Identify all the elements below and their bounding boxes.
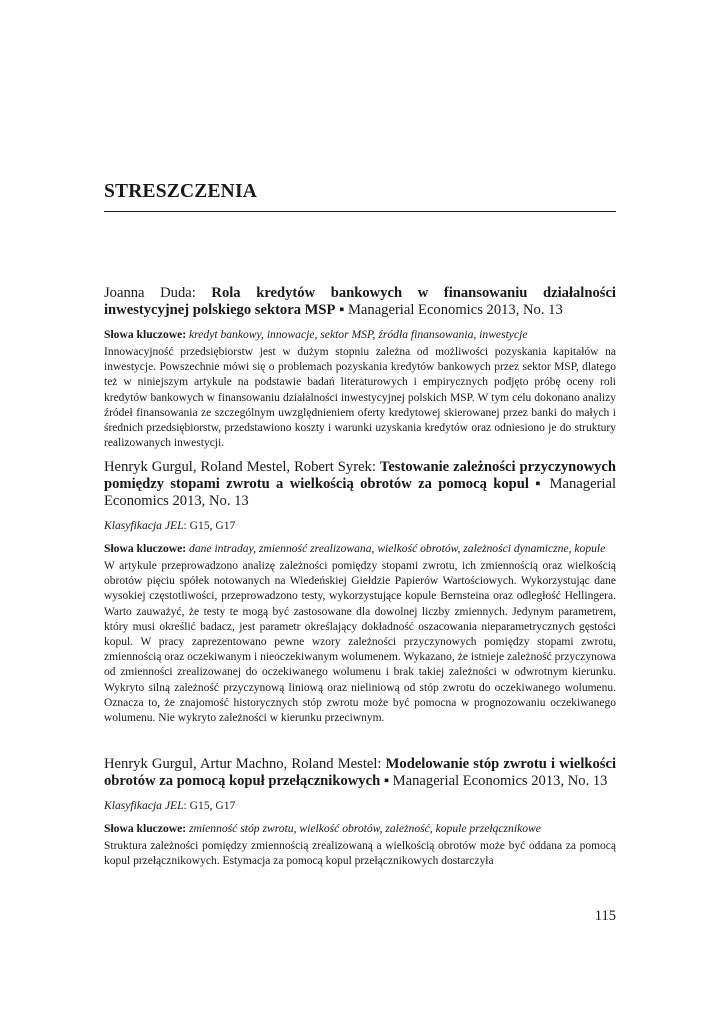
article-heading — [104, 459, 616, 510]
article-source: ▪ Managerial Economics 2013, No. 13 — [104, 476, 616, 509]
keywords-label: Słowa kluczowe: — [104, 542, 190, 555]
jel-codes: : G15, G17 — [183, 799, 236, 812]
article-title: Testowanie zależności przyczynowych pomiędzy stopami zwrotu a wielkością obrotów za pomocą kopul — [104, 459, 617, 492]
article-authors: Henryk Gurgul, Roland Mestel, Robert Syrek: — [104, 459, 380, 475]
keywords-label: Słowa kluczowe: — [104, 822, 190, 835]
article-title: Rola kredytów bankowych w finansowaniu działalności inwestycyjnej polskiego sektora MSP — [104, 285, 616, 318]
article-authors: Joanna Duda: — [104, 285, 212, 301]
jel-classification — [104, 519, 616, 533]
section-title: STRESZCZENIA — [104, 181, 258, 202]
article-abstract: Innowacyjność przedsiębiorstw jest w dużym stopniu zależna od możliwości pozyskania kapitałów na inwestycje. Powszechnie mówi się o problemach pozyskania kredytów bankowych przez sektor MSP, dlatego też w niniejszym artykule na podstawie badań literaturowych i empirycznych podjęto próbę oceny roli kredytów bankowych w finansowaniu działalności inwestycyjnej polskich MSP. W tym celu dokonano analizy źródeł finansowania ze szczególnym uwzględnieniem oferty kredytowej skierowanej przez banki do małych i średnich przedsiębiorstw, przedstawiono koszty i warunki uzyskania kredytów oraz odniesiono je do struktury realizowanych inwestycji. — [104, 346, 616, 450]
article-source: ▪ Managerial Economics 2013, No. 13 — [335, 302, 563, 318]
article-2 — [104, 459, 616, 726]
article-source: ▪ Managerial Economics 2013, No. 13 — [380, 773, 608, 789]
keywords-list: zmienność stóp zwrotu, wielkość obrotów, zależność, kopule przełącznikowe — [189, 822, 541, 835]
jel-classification — [104, 799, 616, 813]
title-rule — [104, 211, 616, 212]
keywords-list: dane intraday, zmienność zrealizowana, wielkość obrotów, zależności dynamiczne, kopule — [189, 542, 606, 555]
keywords-label: Słowa kluczowe: — [104, 328, 190, 341]
keywords-list: kredyt bankowy, innowacje, sektor MSP, źródła finansowania, inwestycje — [189, 328, 528, 341]
article-1 — [104, 285, 616, 451]
jel-label: Klasyfikacja JEL — [104, 519, 184, 532]
jel-label: Klasyfikacja JEL — [104, 799, 184, 812]
keywords — [104, 541, 616, 556]
article-heading — [104, 285, 616, 319]
page-number: 115 — [594, 908, 616, 924]
jel-codes: : G15, G17 — [183, 519, 236, 532]
article-abstract: Struktura zależności pomiędzy zmiennością zrealizowaną a wielkością obrotów może być oddana za pomocą kopul przełącznikowych. Estymacja za pomocą kopul przełącznikowych dostarczyła — [104, 840, 616, 868]
article-title: Modelowanie stóp zwrotu i wielkości obrotów za pomocą kopuł przełącznikowych — [104, 756, 616, 789]
article-abstract: W artykule przeprowadzono analizę zależności pomiędzy stopami zwrotu, ich zmiennością oraz wielkością obrotów pięciu spółek notowanych na Wiedeńskiej Giełdzie Papierów Wartościowych. Wykorzystując dane wysokiej częstotliwości, przeprowadzono testy, wykorzystujące kopule Bernsteina oraz odległość Hellingera. Warto zauważyć, że testy te mogą być zastosowane dla dowolnej liczby zmiennych. Jedynym parametrem, który musi określić badacz, jest parametr określający dokładność oszacowania nieparametrycznych gęstości kopul. W pracy zaprezentowano pewne wzory zależności przyczynowych pomiędzy stopami zwrotu, zmiennością oraz oczekiwanym i nieoczekiwanym wolumenem. Wykazano, że istnieje zależność przyczynowa od zmienności zrealizowanej do oczekiwanego wolumenu i brak takiej zależności w odwrotnym kierunku. Wykryto silną zależność przyczynową liniową oraz nieliniową od stóp zwrotu do oczekiwanego wolumenu. Oznacza to, że znajomość historycznych stóp zwrotu może być pomocna w prognozowaniu oczekiwanego wolumenu. Nie wykryto zależności w kierunku przeciwnym. — [104, 560, 616, 725]
keywords — [104, 821, 616, 836]
article-authors: Henryk Gurgul, Artur Machno, Roland Mestel: — [104, 756, 386, 772]
keywords — [104, 327, 616, 342]
article-3 — [104, 756, 616, 869]
article-heading — [104, 756, 616, 790]
